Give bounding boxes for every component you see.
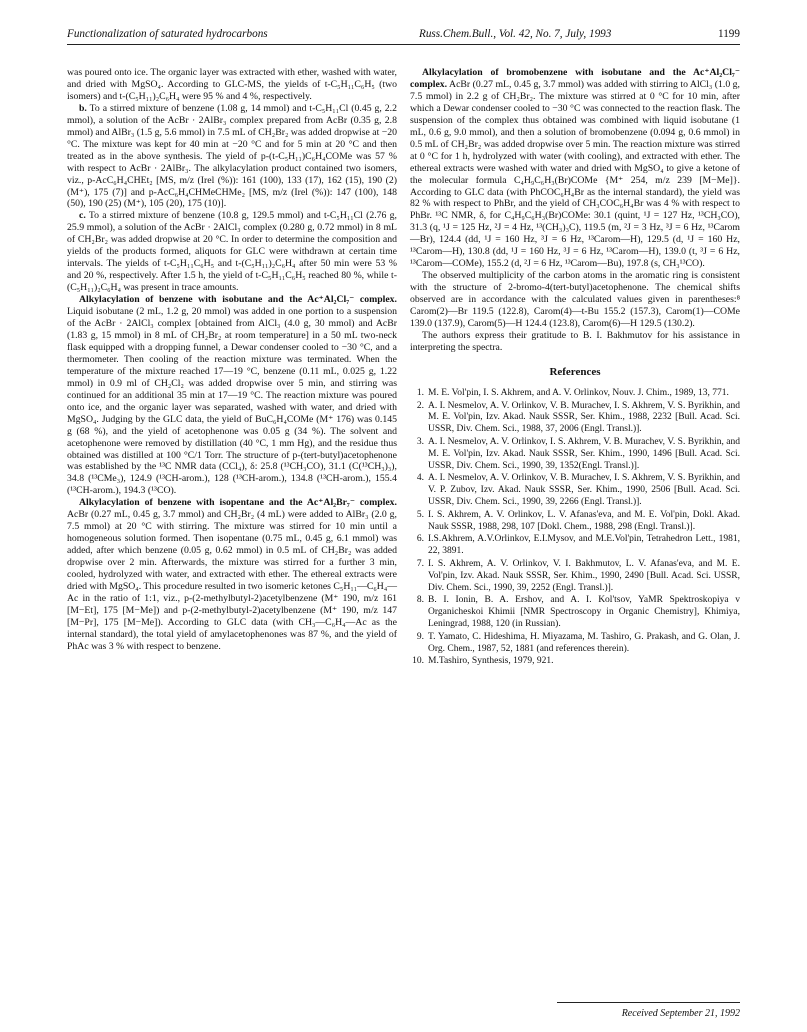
paragraph-text: To a stirred mixture of benzene (1.08 g, 14 mmol) and t-C₅H₁₁Cl (0.45 g, 2.2 mmol), a solution of the AcBr · 2AlBr₃ complex prepared from AcBr (0.35 g, 2.8 mmol) and AlBr₃ (1.5 g, 5.6 mmol) in 7.5 mL of CH₂Br₂ was added dropwise at −20 °C. The mixture was kept for 40 min at −20 °C and for 5 min at 20 °C and then treated as in the above synthesis. The yield of p-(t-C₅H₁₁)C₆H₄COMe was 57 % with respect to AcBr · 2AlBr₃. The alkylacylation product contained two isomers, viz., p-AcC₆H₄CHEt₂ [MS, m/z (Irel (%)): 161 (100), 133 (17), 162 (15), 190 (2) (M⁺), 175 (7)] and p-AcC₆H₄CHMeCHMe₂ [MS, m/z (Irel (%)): 147 (100), 148 (50), 190 (25) (M⁺), 105 (20), 175 (10)].	[67, 102, 398, 210]
reference-text: A. I. Nesmelov, A. V. Orlinkov, V. B. Murachev, I. S. Akhrem, V. S. Byrikhin, and V. P. Zubov, Izv. Akad. Nauk SSSR, Ser. Khim., 1990, 2506 [Bull. Acad. Sci. USSR, Div. Chem. Sci., 1990, 39, 2266 (Engl. Transl.)].	[428, 473, 740, 507]
running-title: Functionalization of saturated hydrocarbons	[67, 28, 268, 40]
paragraph-heading: Alkylacylation of bromobenzene with isobutane and the Ac⁺Al₂Cl₇⁻ complex.	[410, 67, 740, 90]
reference-number: 5.	[416, 509, 424, 520]
reference-item	[410, 437, 740, 472]
reference-item	[410, 632, 740, 656]
reference-number: 7.	[416, 558, 424, 569]
reference-number: 9.	[416, 631, 424, 642]
paragraph-text: To a stirred mixture of benzene (10.8 g, 129.5 mmol) and t-C₅H₁₁Cl (2.76 g, 25.9 mmol), a solution of the AcBr · 2AlCl₃ complex (0.280 g, 0.72 mmol) in 8 mL of CH₂Br₂ was added dropwise at 20 °C. In order to determine the composition and yields of the products formed, aliquots for GLC were withdrawn at certain time intervals. The yields of t-C₅H₁₁C₆H₅ and t-(C₅H₁₁)₂C₆H₄ after 50 min were 53 % and 20 %, respectively. After 1.5 h, the yield of t-C₅H₁₁C₆H₅ reached 80 %, while t-(C₅H₁₁)₂C₆H₄ was present in trace amounts.	[67, 210, 397, 294]
reference-text: A. I. Nesmelov, A. V. Orlinkov, V. B. Murachev, I. S. Akhrem, V. S. Byrikhin, and M. E. Vol'pin, Izv. Akad. Nauk SSSR, Ser. Khim., 1988, 2232 [Bull. Acad. Sci. USSR, Div. Chem. Sci., 1988, 37, 2006 (Engl. Transl.)].	[428, 400, 740, 435]
reference-item	[410, 473, 740, 508]
reference-text: M.Tashiro, Synthesis, 1979, 921.	[428, 656, 554, 667]
paragraph	[410, 330, 740, 354]
received-date: Received September 21, 1992	[621, 1008, 740, 1019]
paragraph	[67, 294, 397, 497]
paragraph-text: The observed multiplicity of the carbon atoms in the aromatic ring is consistent with the structure of 2-bromo-4(tert-butyl)acetophenone. The chemical shifts observed are in accordance with the calculated values given in parentheses:⁸ Carom(2)—Br 119.5 (122.8), Carom(4)—t-Bu 155.2 (157.3), Carom(1)—COMe 139.0 (137.9), Carom(5)—H 124.4 (123.8), Carom(6)—H 129.5 (130.2).	[410, 270, 740, 330]
right-column	[410, 67, 740, 669]
reference-number: 6.	[416, 534, 424, 545]
paragraph-text: Liquid isobutane (2 mL, 1.2 g, 20 mmol) was added in one portion to a suspension of the AcBr · 2AlCl₃ complex [obtained from AlCl₃ (4.0 g, 30 mmol) and AcBr (1.83 g, 15 mmol) in 8 mL of CH₂Br₂ at room temperature] in a 50 mL two-neck flask equipped with a dropping funnel, a Dewar condenser cooled to −30 °C, and a thermometer. Then cooling of the reaction mixture was terminated. When the temperature of the mixture reached 17—19 °C, benzene (0.11 mL, 0.025 g, 1.22 mmol) in 0.9 ml of CH₂Cl₂ was added dropwise over 5 min, and stirring was continued for an additional 35 min at 17—19 °C. The reaction mixture was poured onto ice, and the organic layer was separated, washed with water, and dried with MgSO₄. Judging by the GLC data, the yield of BuC₆H₄COMe (M⁺ 176) was 0.145 g (68 %), and the yield of acetophenone was 0.05 g (34 %). The solvent and acetophenone were removed by distillation (40 °C, 1 mm Hg), and the residue thus obtained was distilled at 100 °C/1 Torr. The structure of p-(tert-butyl)acetophenone was established by the ¹³C NMR data (CCl₄), δ: 25.8 (¹³CH₃CO), 31.1 (C(¹³CH₃)₃), 34.8 (¹³CMe₃), 124.9 (¹³CH-arom.), 128 (¹³CH-arom.), 134.8 (¹³CH-arom.), 155.4 (¹³CH-arom.), 194.3 (¹³CO).	[67, 306, 397, 497]
paragraph	[410, 67, 740, 270]
journal-citation: Russ.Chem.Bull., Vol. 42, No. 7, July, 1993	[419, 28, 612, 40]
reference-item	[410, 595, 740, 630]
page-number: 1199	[718, 28, 740, 40]
paragraph-text: was poured onto ice. The organic layer was extracted with ether, washed with water, and dried with MgSO₄. According to GLC-MS, the yields of t-C₅H₁₁C₆H₅ (two isomers) and t-(C₅H₁₁)₂C₆H₄ were 95 % and 4 %, respectively.	[67, 67, 397, 102]
reference-number: 10.	[412, 656, 424, 667]
reference-number: 1.	[416, 387, 424, 398]
reference-item	[410, 656, 740, 668]
paragraph-heading: c.	[79, 210, 86, 222]
reference-text: I.S.Akhrem, A.V.Orlinkov, E.I.Mysov, and M.E.Vol'pin, Tetrahedron Lett., 1981, 22, 3891.	[428, 534, 740, 557]
paragraph-heading: b.	[79, 102, 87, 114]
reference-number: 4.	[416, 473, 424, 484]
paragraph-heading: Alkylacylation of benzene with isopentane and the Ac⁺Al₂Br₇⁻ complex.	[79, 497, 397, 509]
reference-item	[410, 388, 740, 400]
paragraph-heading: Alkylacylation of benzene with isobutane and the Ac⁺Al₂Cl₇⁻ complex.	[79, 294, 397, 306]
paragraph-text: AcBr (0.27 mL, 0.45 g, 3.7 mmol) was added with stirring to AlCl₃ (1.0 g, 7.5 mmol) in 2.2 g of CH₂Br₂. The mixture was stirred at 0 °C for 10 min, after which a Dewar condenser cooled to −30 °C was connected to the reaction flask. The suspension of the complex thus obtained was combined with liquid isobutane (1 mL, 0.6 g, 9.0 mmol), and then a solution of bromobenzene (0.094 g, 0.6 mmol) in 0.5 mL of CH₂Br₂ was added dropwise over 5 min. The reaction mixture was stirred at 0 °C for 1 h, hydrolyzed with water (with cooling), and extracted with ether. The ethereal extracts were washed with water and dried with MgSO₄ to give a ketone of the molecular formula C₄H₉C₆H₃(Br)COMe {M⁺ 254, m/z 239 [M−Me]}. According to GLC data (with PhCOC₆H₄Br as the internal standard), the yield was 82 % with respect to PhBr, and the yield of CH₃COC₆H₄Br was 4 % with respect to PhBr. ¹³C NMR, δ, for C₄H₉C₆H₃(Br)COMe: 30.1 (quint, ¹J = 127 Hz, ¹³CH₃CO), 31.3 (q, ¹J = 125 Hz, ²J = 4 Hz, ¹³(CH₃)₃C), 119.5 (m, ²J = 3 Hz, ³J = 6 Hz, ¹³Carom—Br), 124.4 (dd, ¹J = 160 Hz, ³J = 6 Hz, ¹³Carom—H), 129.5 (d, ¹J = 160 Hz, ¹³Carom—H), 130.8 (dd, ¹J = 160 Hz, ³J = 6 Hz, ¹³Carom—H), 139.0 (t, ³J = 6 Hz, ¹³Carom—COMe), 155.2 (d, ²J = 6 Hz, ¹³Carom—Bu), 197.8 (s, CH₃¹³CO).	[410, 78, 740, 270]
reference-item	[410, 534, 740, 558]
paragraph-text: The authors express their gratitude to B. I. Bakhmutov for his assistance in interpreting the spectra.	[410, 329, 740, 353]
references-heading: References	[549, 365, 601, 378]
reference-item	[410, 510, 740, 534]
footer-rule	[557, 1002, 740, 1003]
reference-text: I. S. Akhrem, A. V. Orlinkov, V. I. Bakhmutov, L. V. Afanas'eva, and M. E. Vol'pin, Izv. Akad. Nauk SSSR, Ser. Khim., 1990, 2490 [Bull. Acad. Sci. USSR, Div. Chem. Sci., 1990, 39, 2252 (Engl. Transl.)].	[428, 558, 740, 593]
running-header	[67, 28, 740, 44]
reference-text: I. S. Akhrem, A. V. Orlinkov, L. V. Afanas'eva, and M. E. Vol'pin, Dokl. Akad. Nauk SSSR, 1988, 298, 107 [Dokl. Chem., 1988, 298 (Engl. Transl.)].	[428, 509, 740, 532]
paragraph	[410, 270, 740, 330]
reference-text: B. I. Ionin, B. A. Ershov, and A. I. Kol'tsov, YaMR Spektroskopiya v Organicheskoi Khimii [NMR Spectroscopy in Organic Chemistry], Khimiya, Leningrad, 1988, 120 (in Russian).	[428, 595, 740, 629]
reference-text: M. E. Vol'pin, I. S. Akhrem, and A. V. Orlinkov, Nouv. J. Chim., 1989, 13, 771.	[428, 387, 729, 398]
reference-item	[410, 559, 740, 594]
reference-number: 8.	[416, 595, 424, 606]
reference-item	[410, 401, 740, 436]
paragraph	[67, 497, 397, 652]
paragraph	[67, 67, 397, 103]
references-list	[410, 388, 740, 668]
reference-number: 2.	[416, 400, 424, 411]
right-column-text	[410, 67, 740, 354]
reference-text: T. Yamato, C. Hideshima, H. Miyazama, M. Tashiro, G. Prakash, and G. Olan, J. Org. Chem., 1987, 52, 1881 (and references therein).	[428, 631, 740, 654]
reference-number: 3.	[416, 437, 424, 448]
paragraph	[67, 103, 397, 211]
paragraph-text: AcBr (0.27 mL, 0.45 g, 3.7 mmol) and CH₂Br₂ (4 mL) were added to AlBr₃ (2.0 g, 7.5 mmol) at 20 °C with stirring. The mixture was stirred for 10 min until a homogeneous solution formed. Then isopentane (0.75 mL, 0.45 g, 6.1 mmol) was added, after which benzene (0.05 g, 0.62 mmol) in 0.5 mL of CH₂Br₂ was added dropwise over 2 min. Afterwards, the mixture was stirred for a further 3 min, cooled, hydrolyzed with water, and extracted with ether. The ethereal extracts were dried with MgSO₄. This procedure resulted in two isomeric ketones C₅H₁₁—C₆H₄—Ac in the ratio of 1:1, viz., p-(2-methylbutyl-2)acetylbenzene (M⁺ 190, m/z 161 [M−Et], 175 [M−Me]) and p-(2-methylbutyl-2)acetylbenzene (M⁺ 190, m/z 147 [M−Pr], 175 [M−Me]). According to GLC data (with CH₃—C₆H₄—Ac as the internal standard), the total yield of amylacetophenones was 87 %, and the yield of PhAc was 3 % with respect to benzene.	[67, 509, 397, 652]
paragraph	[67, 210, 397, 294]
header-rule	[67, 44, 740, 45]
reference-text: A. I. Nesmelov, A. V. Orlinkov, I. S. Akhrem, V. B. Murachev, V. S. Byrikhin, and M. E. Vol'pin, Izv. Akad. Nauk SSSR, Ser. Khim., 1990, 1496 [Bull. Acad. Sci. USSR, Div. Chem. Sci., 1990, 39, 1352(Engl. Transl.)].	[428, 437, 740, 471]
left-column	[67, 67, 397, 653]
